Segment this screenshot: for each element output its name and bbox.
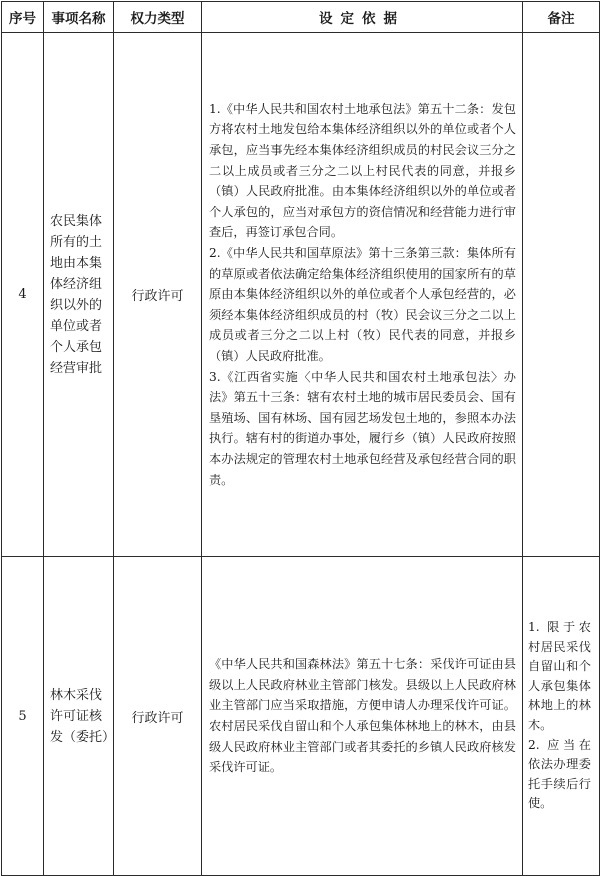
header-type: 权力类型 — [114, 2, 202, 33]
row-item-name: 农民集体所有的土地由本集体经济组织以外的单位或者个人承包经营审批 — [44, 33, 114, 557]
header-basis: 设定依据 — [202, 2, 523, 33]
header-seq: 序号 — [2, 2, 44, 33]
basis-paragraph: 2.《中华人民共和国草原法》第十三条第三款：集体所有的草原或者依法确定给集体经济组织使用的国家所有的草原由本集体经济组织以外的单位或者个人承包经营的，必须经本集体经济组织成员的村（牧）民会议三分之二以上成员或者三分之二以上村（牧）民代表的同意，并报乡（镇）人民政府批准。 — [209, 246, 516, 363]
row-seq: 5 — [2, 557, 44, 876]
table-row — [2, 557, 600, 876]
header-name: 事项名称 — [44, 2, 114, 33]
note-paragraph: 2. 应当在依法办理委托手续后行使。 — [528, 737, 591, 811]
row-basis — [202, 557, 523, 876]
row-item-name: 林木采伐许可证核发（委托） — [44, 557, 114, 876]
row-power-type: 行政许可 — [114, 33, 202, 557]
row-basis — [202, 33, 523, 557]
row-note — [523, 33, 600, 557]
table-row — [2, 33, 600, 557]
basis-paragraph: 《中华人民共和国森林法》第五十七条：采伐许可证由县级以上人民政府林业主管部门核发。县级以上人民政府林业主管部门应当采取措施，方便申请人办理采伐许可证。农村居民采伐自留山和个人承包集体林地上的林木，由县级人民政府林业主管部门或者其委托的乡镇人民政府核发采伐许可证。 — [209, 657, 516, 775]
row-seq: 4 — [2, 33, 44, 557]
row-power-type: 行政许可 — [114, 557, 202, 876]
basis-paragraph: 3.《江西省实施〈中华人民共和国农村土地承包法〉办法》第五十三条：辖有农村土地的城市居民委员会、国有垦殖场、国有林场、国有园艺场发包土地的，参照本办法执行。辖有村的街道办事处，履行乡（镇）人民政府按照本办法规定的管理农村土地承包经营及承包经营合同的职责。 — [209, 369, 516, 487]
row-note — [523, 557, 600, 876]
power-list-table — [1, 1, 600, 876]
note-paragraph: 1. 限于农村居民采伐自留山和个人承包集体林地上的林木。 — [528, 620, 591, 732]
header-row — [2, 2, 600, 33]
header-note: 备注 — [523, 2, 600, 33]
basis-paragraph: 1.《中华人民共和国农村土地承包法》第五十二条：发包方将农村土地发包给本集体经济组织以外的单位或者个人承包，应当事先经本集体经济组织成员的村民会议三分之二以上成员或者三分之二以上村民代表的同意，并报乡（镇）人民政府批准。由本集体经济组织以外的单位或者个人承包的，应当对承包方的资信情况和经营能力进行审查后，再签订承包合同。 — [209, 101, 516, 240]
